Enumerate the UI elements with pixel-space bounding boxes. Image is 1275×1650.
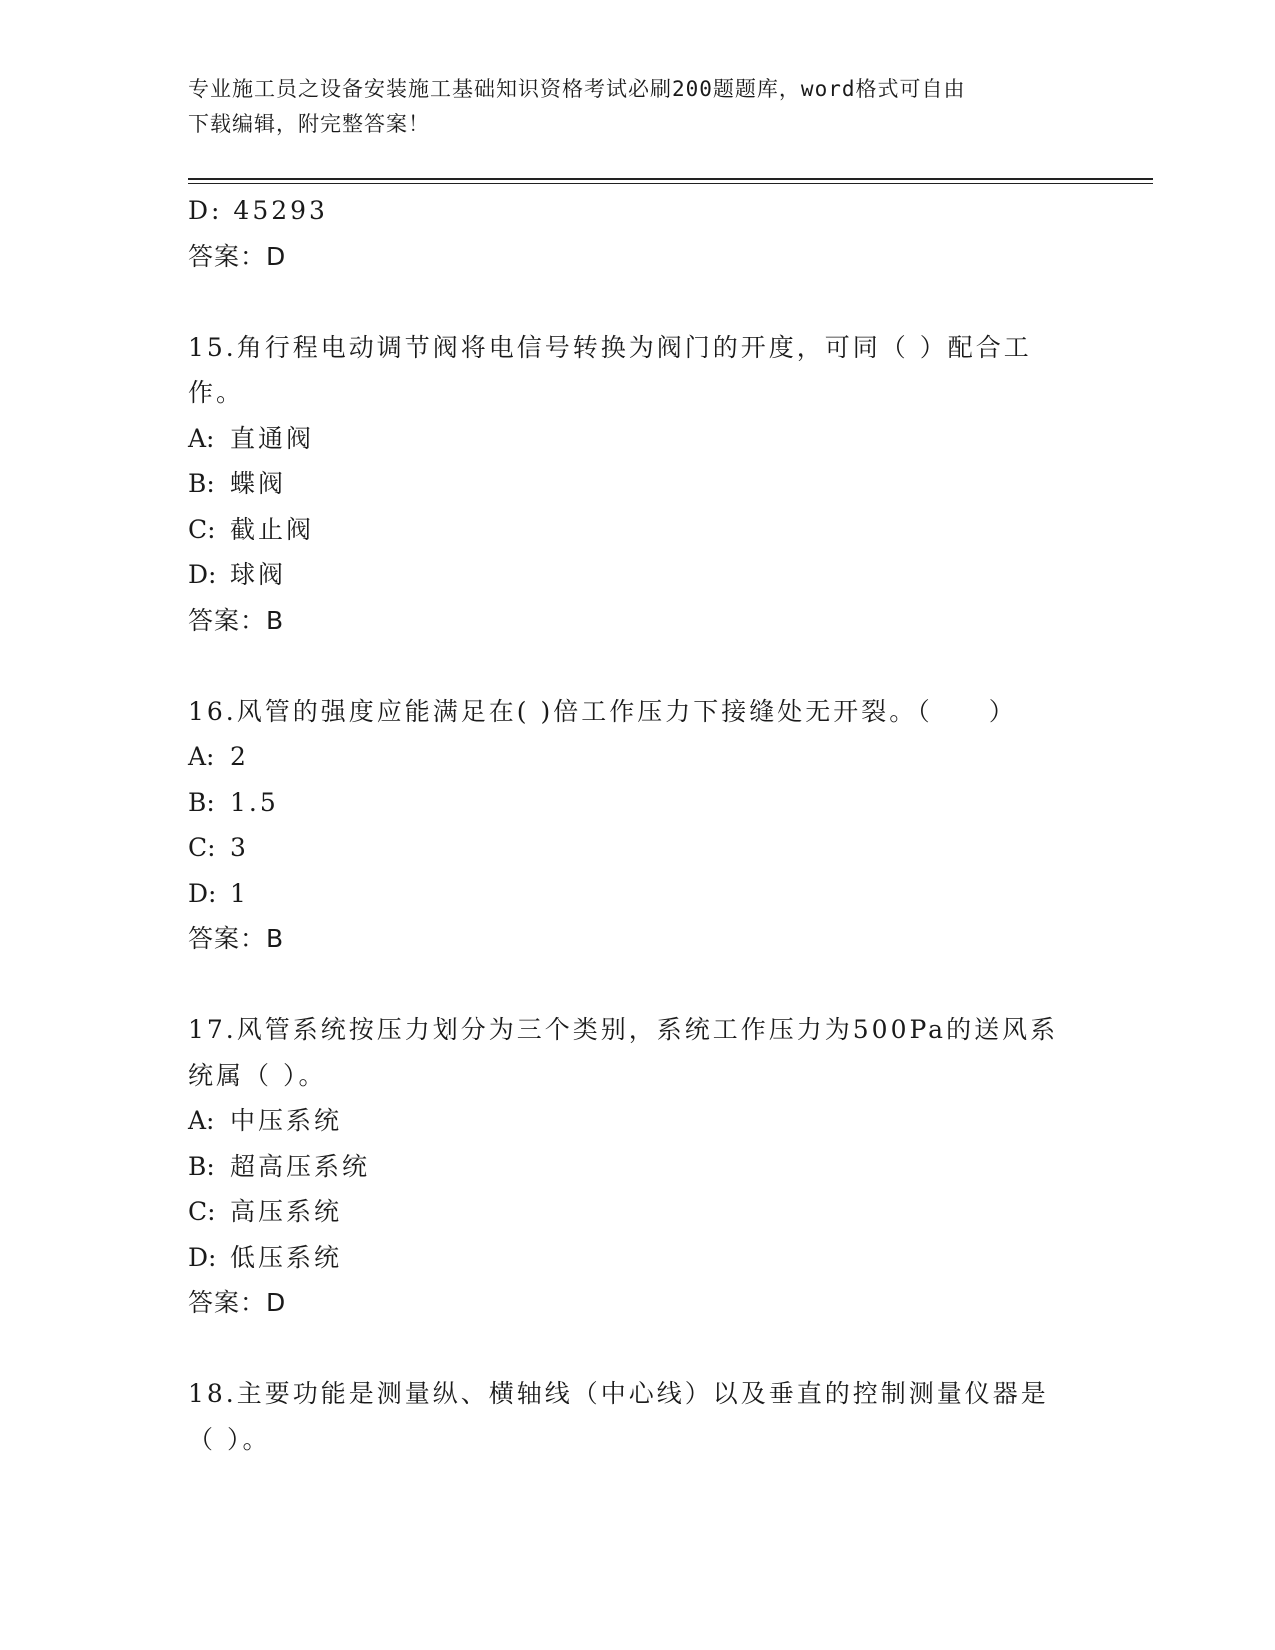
option-c [188,1189,1088,1235]
prev-option-d: D: 45293 [188,196,328,225]
question-stem-cont: 统属（ ）。 [188,1060,327,1090]
option-text: 2 [230,742,249,771]
option-text: 3 [230,833,249,862]
question-16 [188,689,1088,962]
option-label: B: [188,469,215,498]
question-stem-cont: 作。 [188,378,245,407]
option-label: D: [188,560,217,589]
question-stem: 16.风管的强度应能满足在( )倍工作压力下接缝处无开裂。（ ） [188,696,1017,726]
question-list [188,188,1088,1462]
option-text: 1.5 [230,787,279,817]
header-line-1: 专业施工员之设备安装施工基础知识资格考试必刷200题题库，word格式可自由 [188,77,966,101]
option-label: D: [188,1242,217,1272]
option-a [188,734,1088,780]
option-label: C: [188,1197,216,1226]
header-divider-thick [188,178,1153,180]
option-label: A: [188,1106,215,1135]
option-a [188,1098,1088,1144]
option-d [188,552,1088,598]
header-divider-thin [188,183,1153,184]
question-15 [188,325,1088,644]
option-d [188,871,1088,917]
option-b [188,461,1088,507]
option-b [188,1144,1088,1190]
option-label: D: [188,878,217,908]
question-stem-cont: （ ）。 [188,1424,271,1454]
question-stem: 17.风管系统按压力划分为三个类别，系统工作压力为500Pa的送风系 [188,1015,1059,1044]
option-text: 中压系统 [230,1106,343,1135]
option-label: C: [188,833,216,862]
question-stem: 15.角行程电动调节阀将电信号转换为阀门的开度，可同（ ）配合工 [188,332,1032,362]
question-stem: 18.主要功能是测量纵、横轴线（中心线）以及垂直的控制测量仪器是 [188,1379,1049,1408]
document-header [188,72,1078,142]
answer: 答案：B [188,924,285,953]
prev-answer: 答案：D [188,241,287,271]
option-text: 球阀 [230,560,287,589]
option-label: A: [188,423,215,453]
option-label: A: [188,742,215,771]
option-a [188,416,1088,462]
header-line-2: 下载编辑，附完整答案！ [188,112,430,136]
option-text: 低压系统 [230,1242,343,1272]
option-text: 超高压系统 [230,1151,371,1181]
option-text: 高压系统 [230,1197,343,1226]
answer: 答案：B [188,605,285,635]
option-text: 直通阀 [230,423,315,453]
option-d [188,1235,1088,1281]
option-text: 蝶阀 [230,469,287,498]
option-text: 截止阀 [230,514,315,544]
question-18 [188,1371,1088,1462]
option-c [188,825,1088,871]
option-label: B: [188,787,215,817]
question-17 [188,1007,1088,1326]
option-c [188,507,1088,553]
answer: 答案：D [188,1288,287,1317]
option-b [188,780,1088,826]
option-text: 1 [230,878,249,908]
option-label: B: [188,1151,215,1181]
option-label: C: [188,514,216,544]
